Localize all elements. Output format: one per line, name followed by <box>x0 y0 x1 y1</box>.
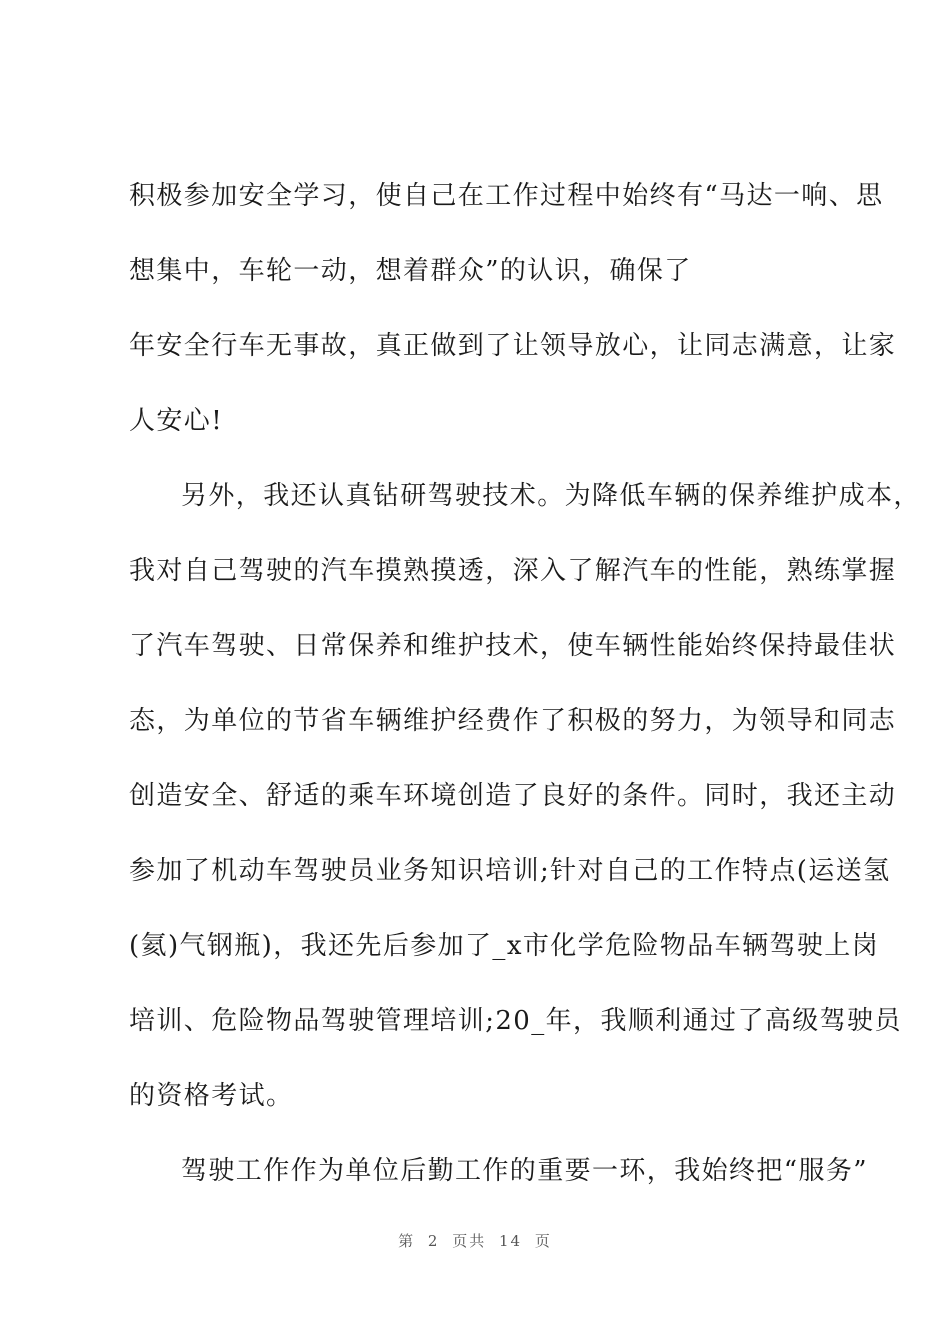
text-line: 培训、危险物品驾驶管理培训;20_年，我顺利通过了高级驾驶员 <box>129 1006 902 1036</box>
paragraph-first-line: 驾驶工作作为单位后勤工作的重要一环，我始终把“服务” <box>181 1156 868 1186</box>
text-line: 参加了机动车驾驶员业务知识培训;针对自己的工作特点(运送氢 <box>129 856 891 886</box>
text-line: 想集中，车轮一动，想着群众”的认识，确保了 <box>129 256 692 286</box>
text-line: 人安心! <box>129 406 224 436</box>
text-line: 我对自己驾驶的汽车摸熟摸透，深入了解汽车的性能，熟练掌握 <box>129 556 897 586</box>
text-line: (氦)气钢瓶)，我还先后参加了_x市化学危险物品车辆驾驶上岗 <box>129 931 880 961</box>
text-line: 年安全行车无事故，真正做到了让领导放心，让同志满意，让家 <box>129 331 897 361</box>
page-footer: 第 2 页共 14 页 <box>398 1232 552 1250</box>
text-line: 创造安全、舒适的乘车环境创造了良好的条件。同时，我还主动 <box>129 781 897 811</box>
paragraph-first-line: 另外，我还认真钻研驾驶技术。为降低车辆的保养维护成本， <box>181 481 921 511</box>
text-line: 积极参加安全学习，使自己在工作过程中始终有“马达一响、思 <box>129 181 884 211</box>
text-line: 态，为单位的节省车辆维护经费作了积极的努力，为领导和同志 <box>129 706 897 736</box>
text-line: 了汽车驾驶、日常保养和维护技术，使车辆性能始终保持最佳状 <box>129 631 897 661</box>
text-line: 的资格考试。 <box>129 1081 294 1111</box>
